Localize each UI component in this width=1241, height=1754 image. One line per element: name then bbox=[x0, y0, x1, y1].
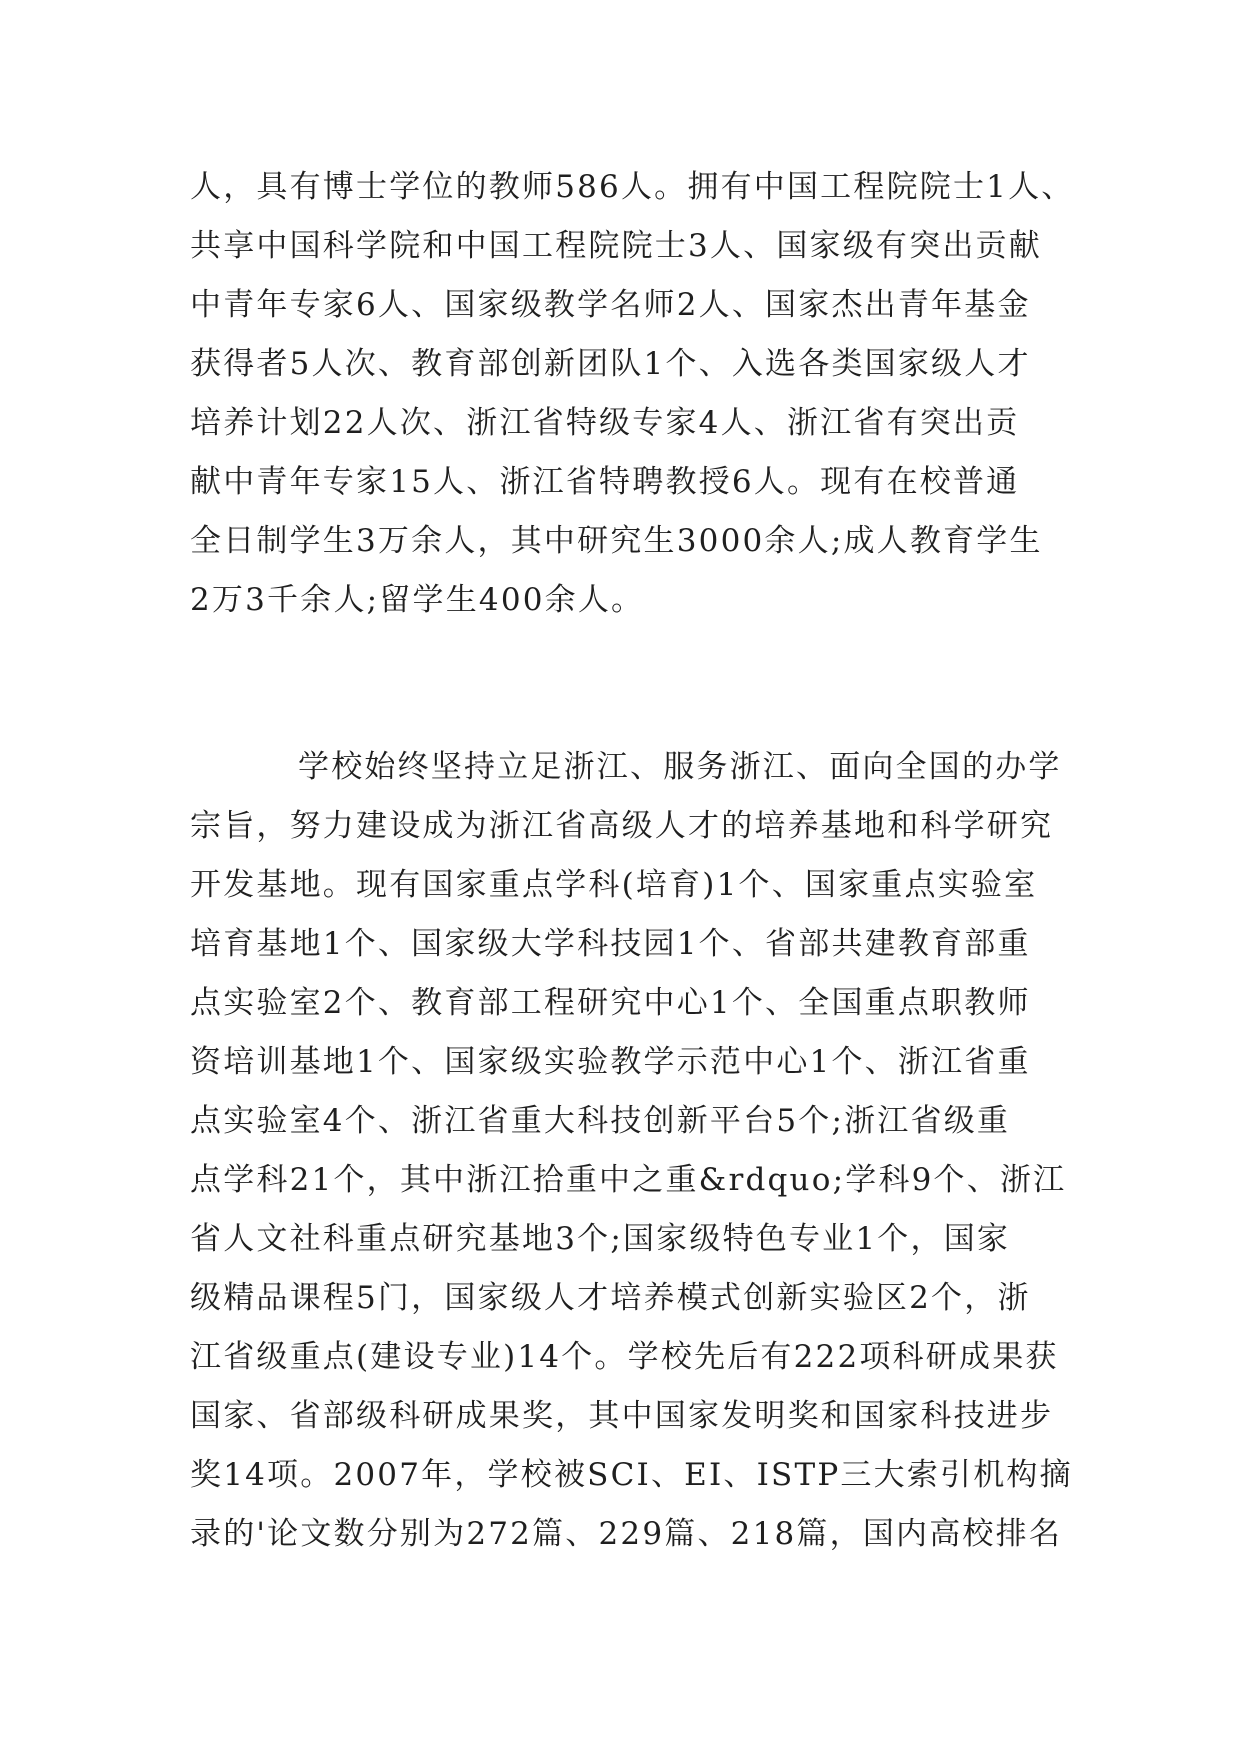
paragraph-line: 中青年专家6人、国家级教学名师2人、国家杰出青年基金 bbox=[190, 287, 1031, 323]
paragraph-line: 点实验室4个、浙江省重大科技创新平台5个;浙江省级重 bbox=[190, 1103, 1011, 1139]
paragraph-line: 录的'论文数分别为272篇、229篇、218篇，国内高校排名 bbox=[190, 1516, 1063, 1552]
paragraph-line: 培育基地1个、国家级大学科技园1个、省部共建教育部重 bbox=[190, 926, 1031, 962]
paragraph-line: 省人文社科重点研究基地3个;国家级特色专业1个，国家 bbox=[190, 1221, 1011, 1257]
paragraph-line: 人，具有博士学位的教师586人。拥有中国工程院院士1人、 bbox=[190, 169, 1075, 205]
paragraph-line: 开发基地。现有国家重点学科(培育)1个、国家重点实验室 bbox=[190, 867, 1038, 903]
paragraph-line: 点实验室2个、教育部工程研究中心1个、全国重点职教师 bbox=[190, 985, 1031, 1021]
paragraph-line: 全日制学生3万余人，其中研究生3000余人;成人教育学生 bbox=[190, 523, 1043, 559]
paragraph-line: 共享中国科学院和中国工程院院士3人、国家级有突出贡献 bbox=[190, 228, 1042, 264]
paragraph-line: 获得者5人次、教育部创新团队1个、入选各类国家级人才 bbox=[190, 346, 1031, 382]
paragraph-line: 级精品课程5门，国家级人才培养模式创新实验区2个，浙 bbox=[190, 1280, 1031, 1316]
paragraph-line: 资培训基地1个、国家级实验教学示范中心1个、浙江省重 bbox=[190, 1044, 1031, 1080]
paragraph-faculty-and-students bbox=[190, 158, 1075, 630]
paragraph-line: 点学科21个，其中浙江拾重中之重&rdquo;学科9个、浙江 bbox=[190, 1162, 1067, 1198]
paragraph-line: 江省级重点(建设专业)14个。学校先后有222项科研成果获 bbox=[190, 1339, 1059, 1375]
paragraph-line: 国家、省部级科研成果奖，其中国家发明奖和国家科技进步 bbox=[190, 1398, 1054, 1434]
paragraph-research-and-disciplines bbox=[190, 738, 1073, 1564]
paragraph-line: 宗旨，努力建设成为浙江省高级人才的培养基地和科学研究 bbox=[190, 808, 1054, 844]
paragraph-line: 学校始终坚持立足浙江、服务浙江、面向全国的办学 bbox=[298, 749, 1062, 785]
paragraph-line: 2万3千余人;留学生400余人。 bbox=[190, 582, 645, 618]
paragraph-line: 献中青年专家15人、浙江省特聘教授6人。现有在校普通 bbox=[190, 464, 1020, 500]
paragraph-line: 奖14项。2007年，学校被SCI、EI、ISTP三大索引机构摘 bbox=[190, 1457, 1073, 1493]
paragraph-line: 培养计划22人次、浙江省特级专家4人、浙江省有突出贡 bbox=[190, 405, 1020, 441]
